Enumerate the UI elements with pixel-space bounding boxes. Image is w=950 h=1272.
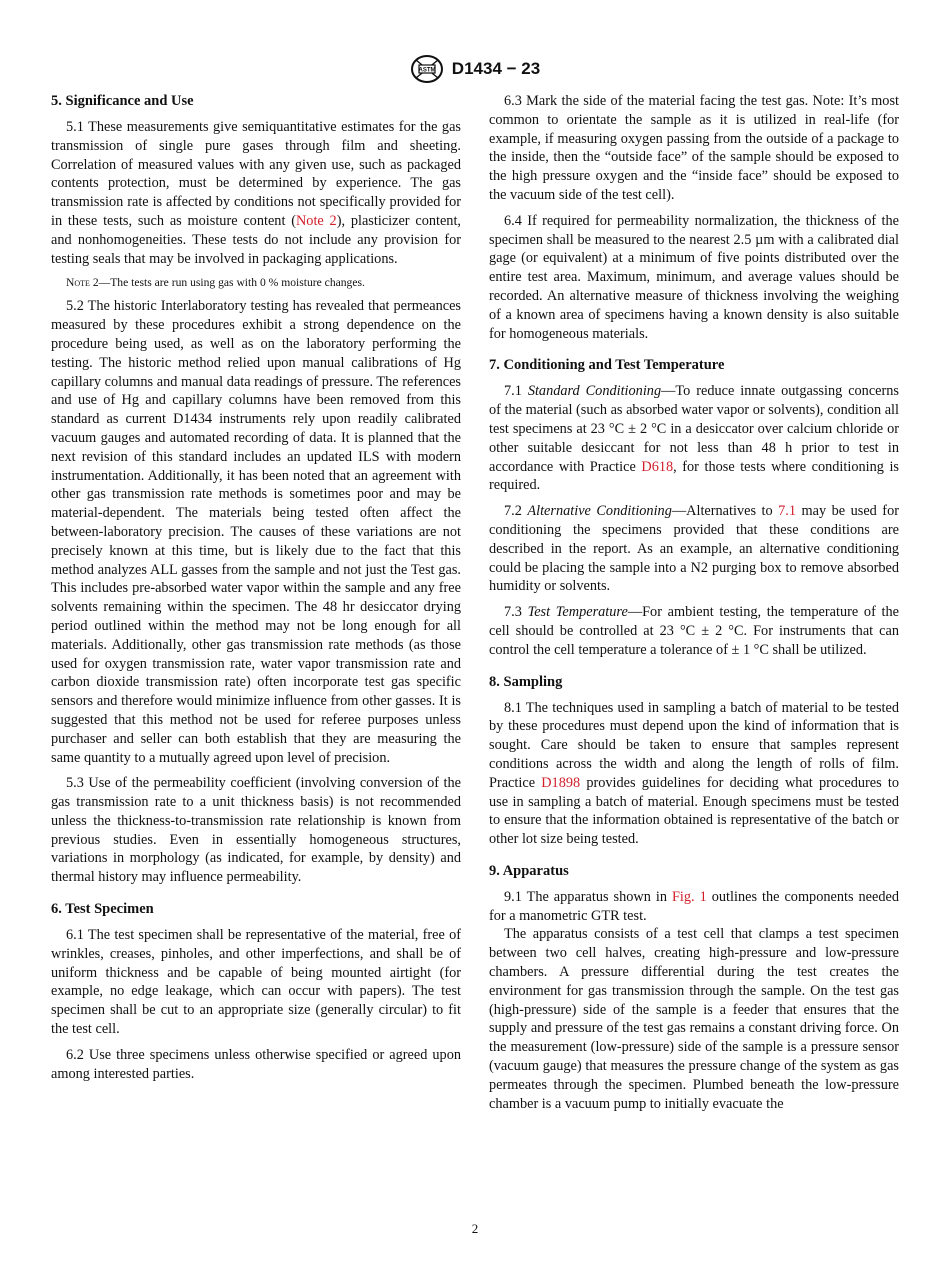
svg-text:ASTM: ASTM bbox=[418, 67, 436, 74]
left-column bbox=[51, 92, 461, 1090]
paragraph-6-4: 6.4 If required for permeability normalization, the thickness of the specimen shall be measured to the nearest 2.5 µm with a calibrated dial gage (or equivalent) at a minimum of five points distributed over the entire test area. Maximum, minimum, and average values should be recorded. An alternative measure of thickness involving the weighing of a known area of specimens having a known density is also suitable for homogeneous materials. bbox=[489, 212, 899, 342]
section-8-heading: 8. Sampling bbox=[489, 673, 563, 690]
note-2: Note 2—The tests are run using gas with 0 % moisture changes. bbox=[66, 276, 365, 290]
paragraph-5-1: 5.1 These measurements give semiquantitative estimates for the gas transmission of single pure gases through film and sheeting. Correlation of measured values with any given use, such as packaged contents protection, must be determined by experience. The gas transmission rate is affected by conditions not specifically provided for in these tests, such as moisture content (Note 2), plasticizer content, and nonhomogeneities. These tests do not include any provision for testing seals that may be involved in packaging applications. bbox=[51, 119, 462, 267]
paragraph-6-2: 6.2 Use three specimens unless otherwise specified or agreed upon among interested parties. bbox=[51, 1046, 461, 1082]
section-7-1-link[interactable]: 7.1 bbox=[778, 503, 797, 520]
paragraph-7-1: 7.1 Standard Conditioning—To reduce innate outgassing concerns of the material (such as absorbed water vapor or solvents), condition all test specimens at 23 °C ± 2 °C in a desiccator over calcium chloride or other suitable desiccant for not less than 48 h prior to test in accordance with Practice D618, for those tests where conditioning is required. bbox=[489, 383, 899, 494]
paragraph-7-3: 7.3 Test Temperature—For ambient testing, the temperature of the cell should be controlled at 23 °C ± 2 °C. For instruments that can control the cell temperature a tolerance of ± 1 °C shall be utilized. bbox=[489, 604, 899, 658]
paragraph-6-3: 6.3 Mark the side of the material facing the test gas. Note: It’s most common to orientate the sample as it is utilized in real-life (for example, if measuring oxygen passing from the outside of a package to the inside, then the “outside face” of the sample should be exposed to the high pressure oxygen and the “inside face” should be exposed to the vacuum side of the test cell). bbox=[489, 93, 899, 203]
section-5-heading: 5. Significance and Use bbox=[51, 93, 194, 109]
note-2-link[interactable]: Note 2 bbox=[295, 212, 337, 229]
paragraph-5-3: 5.3 Use of the permeability coefficient (involving conversion of the gas transmission rate to a unit thickness basis) is not recommended unless the thickness-to-transmission rate relationship is known from previous studies. Even in essentially homogeneous structures, variations in morphology (as indicated, for example, by density) and thermal history may influence permeability. bbox=[51, 775, 461, 886]
paragraph-7-2: 7.2 Alternative Conditioning—Alternatives to 7.1 may be used for conditioning the specimens provided that these conditions are described in the report. As an example, an alternative conditioning could be placing the sample into a N2 purging box to remove absorbed humidity or solvents. bbox=[489, 503, 899, 595]
paragraph-6-1: 6.1 The test specimen shall be representative of the material, free of wrinkles, creases, pinholes, and other imperfections, and shall be of uniform thickness and be capable of being mounted airtight (for example, no edge leakage, which can occur with papers). The test specimen shall be cut to an appropriate size (generally circular) to fit the test cell. bbox=[51, 927, 461, 1038]
right-column bbox=[489, 92, 899, 1120]
paragraph-9-1: 9.1 The apparatus shown in Fig. 1 outlines the components needed for a manometric GTR test. bbox=[489, 888, 899, 924]
astm-logo-icon bbox=[410, 54, 444, 84]
figure-1-link[interactable]: Fig. 1 bbox=[671, 888, 707, 905]
d1898-link[interactable]: D1898 bbox=[541, 774, 581, 791]
d618-link[interactable]: D618 bbox=[641, 458, 674, 475]
paragraph-8-1: 8.1 The techniques used in sampling a batch of material to be tested by these procedures must depend upon the kind of information that is sought. Care should be taken to ensure that samples represent conditions across the width and along the length of rolls of film. Practice D1898 provides guidelines for deciding what procedures to use in sampling a batch of material. Enough specimens must be tested to ensure that the information obtained is representative of the batch or other lot size being tested. bbox=[489, 699, 899, 848]
section-7-heading: 7. Conditioning and Test Temperature bbox=[489, 357, 725, 374]
page-number: 2 bbox=[471, 1221, 479, 1236]
paragraph-9-apparatus: The apparatus consists of a test cell that clamps a test specimen between two cell halves, creating high-pressure and low-pressure chambers. A pressure differential during the test creates the environment for gas transmission through the sample. On the test gas (high-pressure) side of the sample is a feeder that ensures that the supply and pressure of the test gas remains a constant driving force. On the measurement (low-pressure) side of the sample is a pressure sensor (vacuum gauge) that measures the pressure change of the system as gas permeates through the specimen. Plumbed beneath the low-pressure chamber is a vacuum pump to initially evacuate the bbox=[489, 926, 899, 1112]
section-9-heading: 9. Apparatus bbox=[489, 862, 569, 879]
section-6-heading: 6. Test Specimen bbox=[51, 901, 154, 918]
page-header bbox=[0, 54, 950, 84]
document-designation: D1434 − 23 bbox=[451, 59, 541, 78]
paragraph-5-2: 5.2 The historic Interlaboratory testing has revealed that permeances measured by these procedures exhibit a strong dependence on the procedure being used, as well as on the laboratory performing the testing. The historic method relied upon manual calibrations of Hg capillary columns and manual data readings of pressure. The references and use of Hg and capillary columns have been removed from this standard as current D1434 instruments rely upon readily calibrated vacuum gauges and automated recording of data. It is planned that the next revision of this standard includes an updated ILS with modern instrumentation. Additionally, it has been noted that an agreement with other gas transmission rate methods is sometimes poor and may be material-dependent. The materials being tested often affect the between-laboratory precision. The causes of these variations are not precisely known at this time, but is likely due to the fact that this method analyzes ALL gasses from the sample and not just the Test gas. This includes pre-absorbed water vapor within the sample and any free solvents remaining within the specimen. The 48 hr desiccator drying period outlined within the method may not be long enough for all materials. Additionally, other gas transmission rate methods (as those used for oxygen transmission rate, water vapor transmission rate and carbon dioxide transmission rate) often incorporate test gas specific sensors and therefore would minimize influence from other gasses. It is suggested that this method not be used for referee purposes unless purchaser and seller can both establish that they are measuring the same quantity to a mutually agreed upon level of precision. bbox=[51, 298, 461, 766]
